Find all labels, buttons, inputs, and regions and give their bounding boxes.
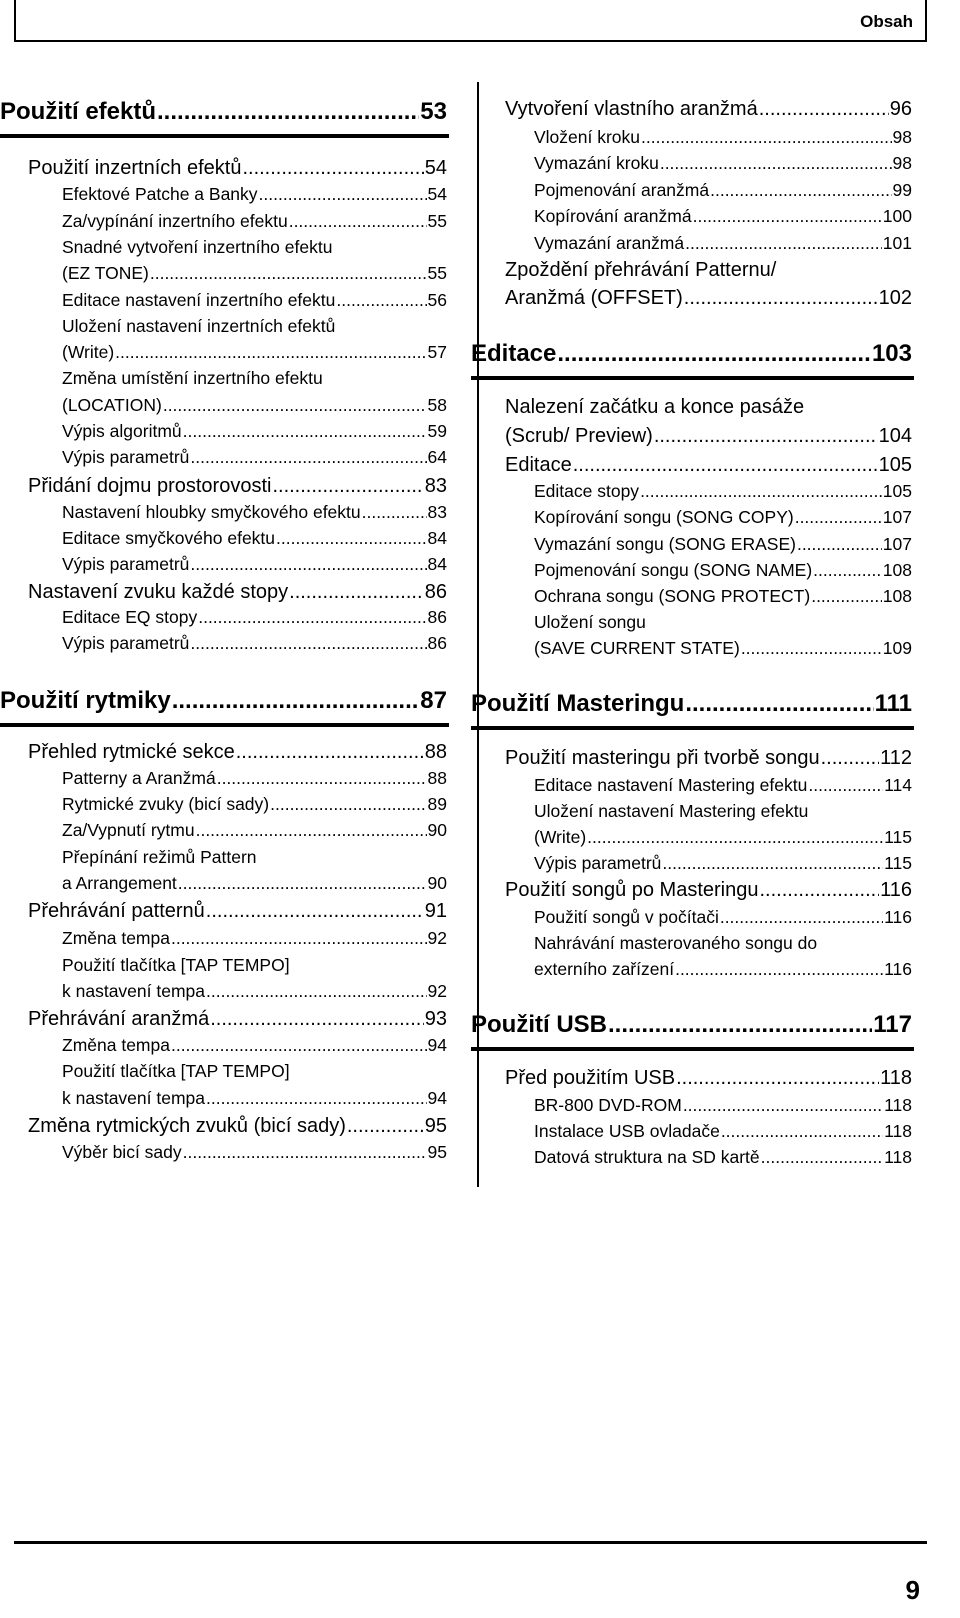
toc-entry-sub: [62, 184, 447, 205]
toc-entry-section: [505, 1067, 912, 1090]
toc-entry-sub: [534, 534, 912, 555]
toc-entry-title: Výběr bicí sady: [62, 1142, 182, 1162]
toc-leader-dots: [210, 1008, 424, 1031]
toc-entry-title: Editace EQ stopy: [62, 607, 198, 627]
toc-entry-sub: [62, 928, 447, 949]
toc-entry-title: Změna umístění inzertního efektu: [62, 368, 323, 388]
toc-leader-dots: [178, 873, 427, 894]
toc-page-number: 90: [427, 873, 447, 893]
toc-page-number: 98: [892, 127, 912, 147]
toc-page-number: 108: [882, 586, 912, 606]
toc-entry-title: Ochrana songu (SONG PROTECT): [534, 586, 811, 606]
toc-page-number: 59: [427, 421, 447, 441]
toc-leader-dots: [573, 454, 878, 477]
toc-leader-dots: [685, 233, 882, 254]
toc-leader-dots: [190, 447, 426, 468]
toc-entry-title: Za/Vypnutí rytmu: [62, 820, 195, 840]
toc-leader-dots: [760, 879, 880, 902]
toc-page-number: 84: [427, 554, 447, 574]
toc-entry-section: [505, 747, 912, 770]
toc-entry-sub: [534, 560, 912, 581]
toc-entry-sub: [62, 502, 447, 523]
toc-entry-title: (Write): [534, 827, 587, 847]
toc-entry-sub: [62, 421, 447, 442]
toc-leader-dots: [654, 425, 878, 448]
toc-entry-sub: [62, 554, 447, 575]
toc-entry-sub: [62, 955, 447, 976]
toc-entry-sub: [62, 1088, 447, 1109]
toc-leader-dots: [587, 827, 883, 848]
toc-page-number: 116: [884, 907, 912, 927]
toc-leader-dots: [196, 820, 427, 841]
toc-entry-title: Přehrávání patternů: [28, 900, 205, 922]
toc-leader-dots: [557, 340, 871, 368]
toc-leader-dots: [347, 1115, 424, 1138]
toc-page-number: 102: [878, 287, 912, 309]
toc-entry-title: Použití masteringu při tvorbě songu: [505, 747, 820, 769]
toc-entry-title: Použití tlačítka [TAP TEMPO]: [62, 955, 290, 975]
toc-leader-dots: [171, 1035, 427, 1056]
toc-entry-title: Editace nastavení Mastering efektu: [534, 775, 808, 795]
toc-entry-sub: [62, 368, 447, 389]
toc-entry-section: [505, 454, 912, 477]
toc-page-number: 93: [424, 1008, 447, 1030]
toc-leader-dots: [640, 481, 882, 502]
toc-leader-dots: [289, 581, 424, 604]
toc-leader-dots: [795, 507, 882, 528]
toc-entry-title: Výpis parametrů: [534, 853, 662, 873]
toc-leader-dots: [183, 1142, 427, 1163]
toc-entry-title: Vložení kroku: [534, 127, 641, 147]
toc-entry-chapter: [0, 98, 447, 126]
toc-entry-title: (LOCATION): [62, 395, 162, 415]
toc-entry-title: Použití Masteringu: [471, 690, 685, 717]
toc-entry-title: Přidání dojmu prostorovosti: [28, 475, 272, 497]
toc-leader-dots: [183, 421, 427, 442]
header-box: [14, 0, 927, 42]
chapter-underline: [471, 726, 914, 730]
toc-page-number: 54: [424, 157, 447, 179]
toc-entry-sub: [534, 233, 912, 254]
toc-page-number: 89: [427, 794, 447, 814]
toc-entry-sub: [534, 775, 912, 796]
toc-leader-dots: [206, 900, 424, 923]
footer-rule: [14, 1541, 927, 1544]
toc-leader-dots: [811, 586, 882, 607]
toc-leader-dots: [797, 534, 882, 555]
toc-entry-title: Použití USB: [471, 1011, 607, 1038]
toc-entry-title: a Arrangement: [62, 873, 177, 893]
toc-leader-dots: [662, 853, 883, 874]
toc-entry-sub: [62, 633, 447, 654]
toc-leader-dots: [641, 127, 892, 148]
toc-entry-sub: [534, 801, 912, 822]
toc-entry-chapter: [471, 690, 912, 718]
toc-entry-sub: [62, 528, 447, 549]
toc-page-number: 53: [420, 98, 447, 125]
toc-page-number: 105: [878, 454, 912, 476]
toc-entry-title: Výpis parametrů: [62, 447, 190, 467]
toc-entry-title: Zpoždění přehrávání Patternu/: [505, 259, 777, 281]
toc-page-number: 118: [884, 1095, 912, 1115]
toc-page-number: 118: [884, 1121, 912, 1141]
chapter-underline: [0, 723, 449, 727]
toc-page-number: 94: [427, 1088, 447, 1108]
toc-entry-chapter: [471, 1011, 912, 1039]
toc-leader-dots: [217, 768, 427, 789]
toc-page-number: 56: [427, 290, 447, 310]
toc-page-number: 87: [420, 687, 447, 714]
toc-entry-title: Pojmenování aranžmá: [534, 180, 710, 200]
toc-entry-title: k nastavení tempa: [62, 981, 205, 1001]
toc-entry-title: Použití rytmiky: [0, 687, 171, 714]
header-label: Obsah: [860, 12, 913, 31]
toc-entry-title: (EZ TONE): [62, 263, 149, 283]
toc-page-number: 92: [427, 928, 447, 948]
toc-entry-sub: [534, 853, 912, 874]
toc-page-number: 104: [878, 425, 912, 447]
toc-entry-title: Patterny a Aranžmá: [62, 768, 216, 788]
toc-page-number: 114: [884, 775, 912, 795]
toc-page-number: 84: [427, 528, 447, 548]
toc-page-number: 83: [427, 502, 447, 522]
toc-entry-sub: [534, 206, 912, 227]
chapter-underline: [471, 376, 914, 380]
toc-leader-dots: [163, 395, 427, 416]
toc-entry-title: Změna rytmických zvuků (bicí sady): [28, 1115, 346, 1137]
toc-leader-dots: [276, 528, 427, 549]
toc-leader-dots: [259, 184, 427, 205]
toc-entry-title: Výpis algoritmů: [62, 421, 182, 441]
toc-entry-sub: [62, 395, 447, 416]
toc-page-number: 86: [424, 581, 447, 603]
toc-leader-dots: [684, 287, 878, 310]
toc-entry-section: [505, 879, 912, 902]
toc-page-number: 98: [892, 153, 912, 173]
toc-leader-dots: [720, 907, 883, 928]
toc-entry-section: [28, 741, 447, 764]
toc-entry-title: Přehled rytmické sekce: [28, 741, 235, 763]
toc-leader-dots: [759, 98, 889, 121]
toc-page-number: 83: [424, 475, 447, 497]
toc-page-number: 94: [427, 1035, 447, 1055]
toc-entry-section: [505, 98, 912, 121]
toc-entry-section: [505, 396, 912, 419]
toc-page-number: 91: [424, 900, 447, 922]
toc-entry-title: Nastavení zvuku každé stopy: [28, 581, 289, 603]
toc-page-number: 112: [880, 747, 912, 769]
toc-entry-title: Editace smyčkového efektu: [62, 528, 276, 548]
toc-entry-title: Výpis parametrů: [62, 554, 190, 574]
toc-leader-dots: [683, 1095, 883, 1116]
toc-leader-dots: [206, 1088, 427, 1109]
toc-leader-dots: [660, 153, 892, 174]
toc-entry-sub: [534, 127, 912, 148]
toc-leader-dots: [741, 638, 882, 659]
toc-entry-title: Vymazání kroku: [534, 153, 659, 173]
toc-page-number: 111: [874, 690, 912, 717]
toc-entry-chapter: [0, 687, 447, 715]
toc-entry-title: Před použitím USB: [505, 1067, 676, 1089]
toc-entry-sub: [534, 481, 912, 502]
toc-entry-title: Aranžmá (OFFSET): [505, 287, 683, 309]
toc-entry-title: Použití songů po Masteringu: [505, 879, 759, 901]
toc-entry-sub: [62, 1061, 447, 1082]
toc-entry-section: [505, 287, 912, 310]
toc-entry-title: Efektové Patche a Banky: [62, 184, 258, 204]
toc-entry-chapter: [471, 340, 912, 368]
toc-entry-title: Uložení nastavení Mastering efektu: [534, 801, 809, 821]
toc-entry-sub: [534, 586, 912, 607]
toc-entry-sub: [62, 768, 447, 789]
toc-entry-sub: [62, 794, 447, 815]
toc-leader-dots: [675, 959, 883, 980]
toc-entry-title: BR-800 DVD-ROM: [534, 1095, 682, 1115]
toc-entry-section: [28, 1008, 447, 1031]
toc-entry-title: Uložení songu: [534, 612, 646, 632]
toc-entry-section: [28, 581, 447, 604]
toc-page-number: 99: [892, 180, 912, 200]
toc-page-number: 107: [882, 534, 912, 554]
toc-page-number: 109: [882, 638, 912, 658]
toc-entry-title: Uložení nastavení inzertních efektů: [62, 316, 336, 336]
toc-leader-dots: [685, 690, 873, 718]
toc-entry-title: Kopírování aranžmá: [534, 206, 692, 226]
toc-entry-sub: [62, 1142, 447, 1163]
toc-page-number: 86: [427, 633, 447, 653]
toc-entry-title: Editace: [505, 454, 572, 476]
toc-entry-sub: [62, 290, 447, 311]
toc-leader-dots: [206, 981, 427, 1002]
toc-leader-dots: [608, 1011, 872, 1039]
toc-leader-dots: [761, 1147, 883, 1168]
toc-page-number: 107: [882, 507, 912, 527]
toc-entry-sub: [62, 847, 447, 868]
toc-page-number: 101: [882, 233, 912, 253]
toc-page-number: 116: [884, 959, 912, 979]
toc-entry-sub: [62, 1035, 447, 1056]
toc-page-number: 100: [882, 206, 912, 226]
toc-entry-title: Výpis parametrů: [62, 633, 190, 653]
toc-leader-dots: [710, 180, 891, 201]
toc-entry-title: Přehrávání aranžmá: [28, 1008, 210, 1030]
toc-entry-section: [28, 1115, 447, 1138]
toc-entry-sub: [534, 827, 912, 848]
toc-page-number: 115: [884, 853, 912, 873]
toc-entry-sub: [534, 180, 912, 201]
toc-page-number: 103: [871, 340, 912, 367]
toc-entry-sub: [534, 907, 912, 928]
toc-entry-section: [28, 475, 447, 498]
toc-page-number: 95: [427, 1142, 447, 1162]
toc-entry-title: Snadné vytvoření inzertního efektu: [62, 237, 333, 257]
toc-leader-dots: [236, 741, 424, 764]
toc-entry-sub: [62, 316, 447, 337]
toc-entry-sub: [62, 237, 447, 258]
toc-entry-sub: [62, 873, 447, 894]
toc-entry-sub: [534, 153, 912, 174]
toc-entry-title: (Scrub/ Preview): [505, 425, 653, 447]
toc-leader-dots: [808, 775, 883, 796]
toc-entry-title: k nastavení tempa: [62, 1088, 205, 1108]
toc-entry-title: Použití inzertních efektů: [28, 157, 242, 179]
toc-entry-title: Vymazání songu (SONG ERASE): [534, 534, 796, 554]
toc-page-number: 55: [427, 263, 447, 283]
toc-entry-title: Instalace USB ovladače: [534, 1121, 720, 1141]
toc-entry-title: Kopírování songu (SONG COPY): [534, 507, 794, 527]
toc-page-number: 90: [427, 820, 447, 840]
toc-entry-title: (SAVE CURRENT STATE): [534, 638, 740, 658]
toc-leader-dots: [190, 633, 426, 654]
toc-leader-dots: [693, 206, 882, 227]
toc-page-number: 86: [427, 607, 447, 627]
toc-leader-dots: [171, 928, 427, 949]
toc-page-number: 105: [882, 481, 912, 501]
toc-entry-section: [505, 259, 912, 282]
toc-entry-sub: [534, 638, 912, 659]
toc-page-number: 118: [884, 1147, 912, 1167]
chapter-underline: [471, 1047, 914, 1051]
toc-entry-sub: [534, 959, 912, 980]
toc-leader-dots: [270, 794, 426, 815]
toc-entry-title: externího zařízení: [534, 959, 675, 979]
toc-entry-title: Změna tempa: [62, 1035, 170, 1055]
toc-page-number: 54: [427, 184, 447, 204]
toc-leader-dots: [721, 1121, 883, 1142]
toc-entry-sub: [62, 820, 447, 841]
toc-page-number: 88: [424, 741, 447, 763]
page-number: 9: [905, 1575, 920, 1605]
toc-entry-title: Nahrávání masterovaného songu do: [534, 933, 818, 953]
toc-entry-title: Rytmické zvuky (bicí sady): [62, 794, 270, 814]
toc-page-number: 57: [427, 342, 447, 362]
toc-entry-section: [505, 425, 912, 448]
toc-leader-dots: [115, 342, 426, 363]
toc-entry-sub: [534, 612, 912, 633]
toc-entry-sub: [62, 342, 447, 363]
toc-page-number: 96: [889, 98, 912, 120]
toc-leader-dots: [676, 1067, 879, 1090]
toc-page-number: 64: [427, 447, 447, 467]
toc-page-number: 118: [880, 1067, 912, 1089]
toc-entry-sub: [62, 607, 447, 628]
toc-leader-dots: [821, 747, 880, 770]
toc-leader-dots: [190, 554, 426, 575]
toc-entry-sub: [534, 1147, 912, 1168]
toc-entry-title: Nalezení začátku a konce pasáže: [505, 396, 805, 418]
toc-entry-title: Přepínání režimů Pattern: [62, 847, 257, 867]
toc-entry-title: Editace stopy: [534, 481, 640, 501]
toc-entry-title: Editace nastavení inzertního efektu: [62, 290, 336, 310]
toc-page-number: 58: [427, 395, 447, 415]
toc-entry-title: (Write): [62, 342, 115, 362]
toc-entry-sub: [534, 507, 912, 528]
toc-leader-dots: [272, 475, 423, 498]
toc-leader-dots: [289, 211, 427, 232]
toc-entry-title: Editace: [471, 340, 557, 367]
toc-entry-title: Nastavení hloubky smyčkového efektu: [62, 502, 361, 522]
toc-leader-dots: [150, 263, 427, 284]
toc-leader-dots: [336, 290, 426, 311]
toc-page-number: 117: [873, 1011, 912, 1038]
toc-entry-title: Vytvoření vlastního aranžmá: [505, 98, 758, 120]
toc-entry-title: Změna tempa: [62, 928, 170, 948]
toc-entry-section: [28, 157, 447, 180]
toc-page-number: 95: [424, 1115, 447, 1137]
toc-page-number: 115: [884, 827, 912, 847]
toc-page-number: 108: [882, 560, 912, 580]
toc-entry-sub: [62, 447, 447, 468]
toc-entry-section: [28, 900, 447, 923]
toc-entry-sub: [62, 211, 447, 232]
toc-entry-sub: [534, 1095, 912, 1116]
toc-entry-sub: [534, 933, 912, 954]
toc-entry-title: Použití songů v počítači: [534, 907, 719, 927]
toc-leader-dots: [157, 98, 419, 126]
toc-entry-title: Použití efektů: [0, 98, 157, 125]
toc-leader-dots: [362, 502, 427, 523]
toc-entry-title: Za/vypínání inzertního efektu: [62, 211, 288, 231]
toc-entry-sub: [62, 263, 447, 284]
toc-leader-dots: [242, 157, 423, 180]
toc-page-number: 55: [427, 211, 447, 231]
toc-entry-title: Použití tlačítka [TAP TEMPO]: [62, 1061, 290, 1081]
toc-entry-sub: [62, 981, 447, 1002]
toc-entry-title: Pojmenování songu (SONG NAME): [534, 560, 813, 580]
toc-leader-dots: [813, 560, 882, 581]
chapter-underline: [0, 134, 449, 138]
toc-entry-title: Vymazání aranžmá: [534, 233, 685, 253]
toc-leader-dots: [198, 607, 426, 628]
toc-page-number: 116: [880, 879, 912, 901]
toc-entry-sub: [534, 1121, 912, 1142]
toc-entry-title: Datová struktura na SD kartě: [534, 1147, 760, 1167]
toc-leader-dots: [172, 687, 420, 715]
toc-page-number: 92: [427, 981, 447, 1001]
toc-page-number: 88: [427, 768, 447, 788]
